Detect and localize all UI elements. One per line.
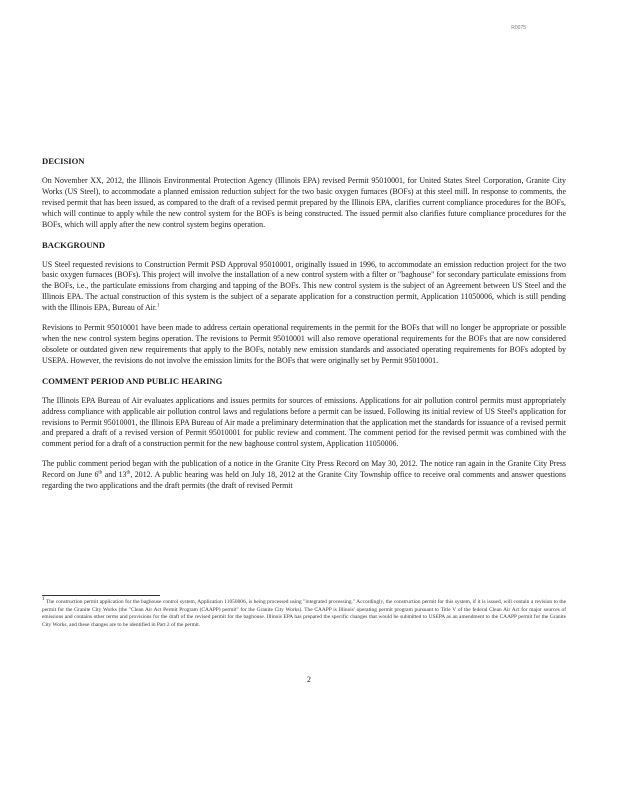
comment-paragraph-1: The Illinois EPA Bureau of Air evaluates applications and issues permits for sources of emissions. Applications for air pollution control permits must appropriately address compliance with applicable air pollution control laws and regulations before a permit can be issued. Following its initial review of US Steel's application for revisions to Permit 95010001, the Illinois EPA Bureau of Air made a preliminary determination that the application met the standards for issuance of a revised permit and prepared a draft of a revised version of Permit 95010001 for public review and comment. The comment period for the revised permit was combined with the comment period for a draft of a construction permit for the new baghouse control system, Application 11050006.	[42, 395, 566, 449]
footnote-divider	[42, 595, 160, 596]
decision-heading: DECISION	[42, 156, 85, 166]
footnote	[42, 599, 566, 629]
document-stamp: R0075	[511, 25, 526, 31]
decision-paragraph: On November XX, 2012, the Illinois Environmental Protection Agency (Illinois EPA) revised Permit 95010001, for United States Steel Corporation, Granite City Works (US Steel), to accommodate a planned emission reduction subject for the two basic oxygen furnaces (BOFs) at this steel mill. In response to comments, the revised permit that has been issued, as compared to the draft of a revised permit prepared by the Illinois EPA, clarifies current compliance procedures for the BOFs, which will continue to apply while the new control system for the BOFs is being constructed. The issued permit also clarifies future compliance procedures for the BOFs, which will apply after the new control system begins operation.	[42, 176, 566, 229]
background-heading: BACKGROUND	[42, 239, 106, 250]
footnote-number: 1	[42, 597, 45, 603]
background-paragraph-2: Revisions to Permit 95010001 have been made to address certain operational requirements in the permit for the BOFs that will no longer be appropriate or possible when the new control system begins operation. The revisions to Permit 95010001 will also remove operational requirements for the BOFs that are now considered obsolete or outdated given new requirements that apply to the BOFs, notably new emission standards and associated operating requirements for BOFs adopted by USEPA. However, the revisions do not involve the emission limits for the BOFs that were originally set by Permit 95010001.	[42, 323, 566, 365]
footnote-reference: 1	[157, 303, 160, 309]
background-paragraph-1	[42, 260, 566, 315]
comment-paragraph-2	[42, 459, 566, 492]
superscript-th-1: th	[98, 470, 103, 476]
comment-period-heading: COMMENT PERIOD AND PUBLIC HEARING	[42, 375, 223, 386]
comment-paragraph-2-text-b: and 13	[102, 470, 127, 480]
background-paragraph-1-text: US Steel requested revisions to Construction Permit PSD Approval 95010001, originally issued in 1996, to accommodate an emission reduction project for the two basic oxygen furnaces (BOFs). This project will involve the installation of a new control system with a filter or "baghouse" for secondary particulate emissions from the BOFs, i.e., the particulate emissions from charging and tapping of the BOFs. This new control system is the subject of an Agreement between US Steel and the Illinois EPA. The actual construction of this system is the subject of a separate application for a construction permit, Application 11050006, which is still pending with the Illinois EPA, Bureau of Air.	[42, 259, 566, 313]
comment-paragraph-2-text-a: The public comment period began with the publication of a notice in the Granite City Press Record on May 30, 2012. The notice ran again in the Granite City Press Record on June 6	[42, 459, 566, 480]
comment-paragraph-2-text-c: , 2012. A public hearing was held on July 18, 2012 at the Granite City Township office to receive oral comments and answer questions regarding the two applications and the draft permits (the draft of revised Permit	[42, 470, 566, 491]
page-number: 2	[307, 675, 311, 684]
footnote-text: The construction permit application for the baghouse control system, Application 11050006, is being processed using "integrated processing." Accordingly, the construction permit for this system, if it is issued, will contain a revision to the permit for the Granite City Works (the "Clean Air Act Permit Program (CAAPP) permit" for the Granite City Works). The CAAPP is Illinois' operating permit program pursuant to Title V of the federal Clean Air Act for major sources of emissions and contains other terms and provisions for the draft of the revised permit for the baghouse. Illinois EPA has prepared the specific changes that would be submitted to USEPA as an amendment to the CAAPP permit for the Granite City Works, and these changes are to be identified in Part 2 of the permit.	[42, 599, 566, 628]
document-body	[42, 156, 566, 499]
superscript-th-2: th	[126, 470, 131, 476]
